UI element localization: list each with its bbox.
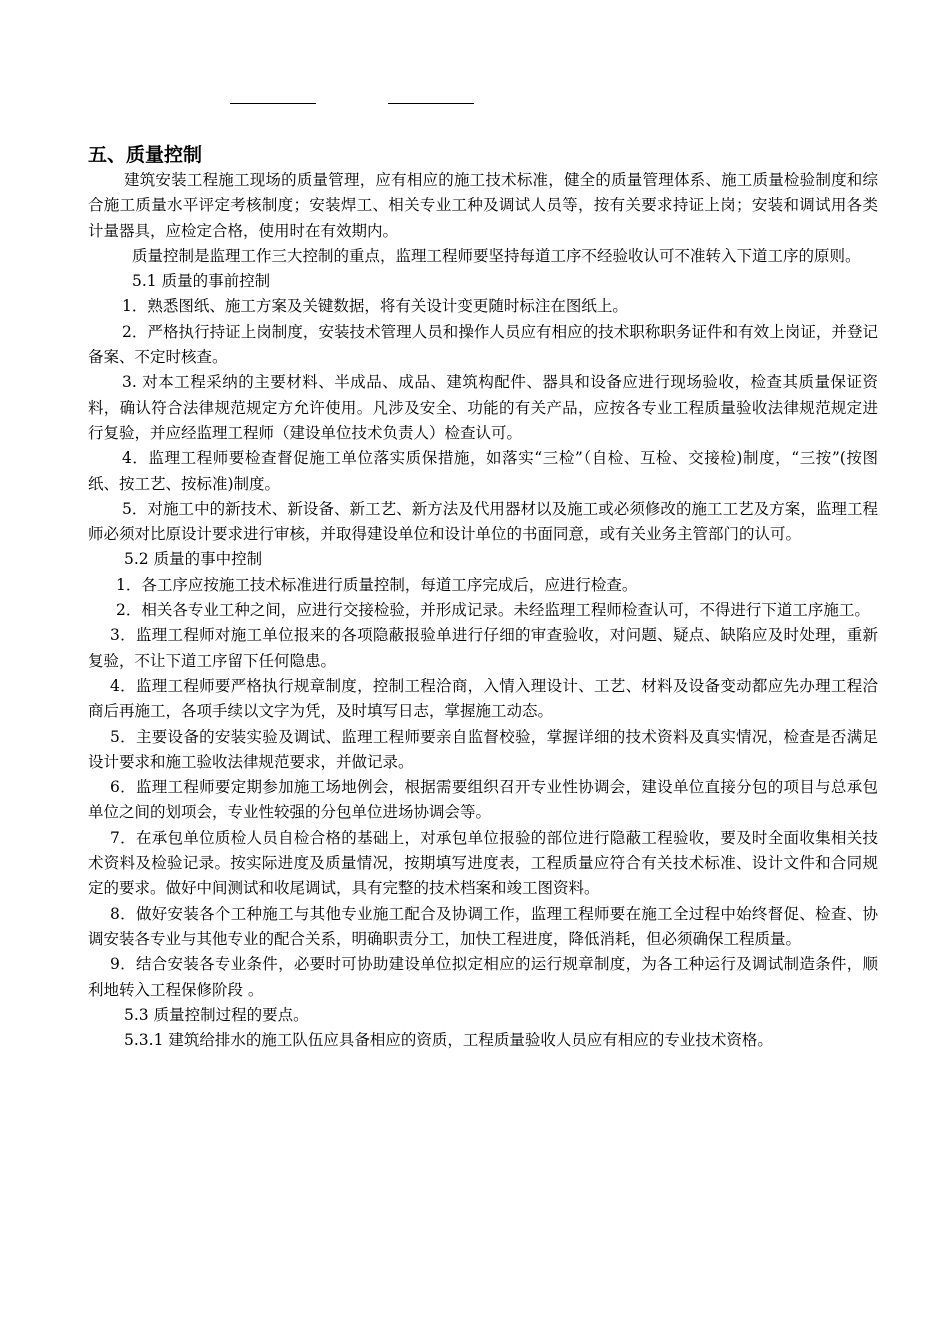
list-item: 5.3.1 建筑给排水的施工队伍应具备相应的资质，工程质量验收人员应有相应的专业技术资格。: [124, 1031, 773, 1050]
paragraph-principle: 质量控制是监理工作三大控制的重点，监理工程师要坚持每道工序不经验收认可不准转入下道工序的原则。: [132, 246, 861, 265]
signature-line-left: [230, 103, 316, 104]
list-item: 6．监理工程师要定期参加施工场地例会，根据需要组织召开专业性协调会，建设单位直接分包的项目与总承包单位之间的划项会，专业性较强的分包单位进场协调会等。: [88, 778, 878, 822]
list-item: 2．严格执行持证上岗制度，安装技术管理人员和操作人员应有相应的技术职称职务证件和有效上岗证，并登记备案、不定时核查。: [88, 322, 878, 367]
list-item: 5．对施工中的新技术、新设备、新工艺、新方法及代用器材以及施工或必须修改的施工工艺及方案，监理工程师必须对比原设计要求进行审核，并取得建设单位和设计单位的书面同意，或有关业务主管部门的认可。: [88, 499, 878, 544]
list-item: 7．在承包单位质检人员自检合格的基础上，对承包单位报验的部位进行隐蔽工程验收，要及时全面收集相关技术资料及检验记录。按实际进度及质量情况，按期填写进度表，工程质量应符合有关技术标准、设计文件和合同规定的要求。做好中间测试和收尾调试，具有完整的技术档案和竣工图资料。: [88, 828, 878, 898]
list-item: 4．监理工程师要严格执行规章制度，控制工程洽商，入情入理设计、工艺、材料及设备变动都应先办理工程洽商后再施工，各项手续以文字为凭，及时填写日志，掌握施工动态。: [88, 676, 878, 721]
list-item: 1．熟悉图纸、施工方案及关键数据，将有关设计变更随时标注在图纸上。: [122, 297, 628, 316]
list-item: 4．监理工程师要检查督促施工单位落实质保措施，如落实“三检”（自检、互检、交接检)制度，“三按”(按图纸、按工艺、按标准)制度。: [88, 449, 878, 493]
section-heading: 五、质量控制: [88, 144, 203, 166]
list-item: 3．监理工程师对施工单位报来的各项隐蔽报验单进行仔细的审查验收，对问题、疑点、缺陷应及时处理，重新复验，不让下道工序留下任何隐患。: [88, 626, 878, 670]
subsection-heading-5-1: 5.1 质量的事前控制: [132, 272, 271, 291]
list-item: 8．做好安装各个工种施工与其他专业施工配合及协调工作，监理工程师要在施工全过程中始终督促、检查、协调安装各专业与其他专业的配合关系，明确职责分工，加快工程进度，降低消耗，但必须确保工程质量。: [88, 904, 878, 948]
paragraph-intro: 建筑安装工程施工现场的质量管理，应有相应的施工技术标准，健全的质量管理体系、施工质量检验制度和综合施工质量水平评定考核制度；安装焊工、相关专业工种及调试人员等，按有关要求持证上岗；安装和调试用各类计量器具，应检定合格，使用时在有效期内。: [88, 171, 878, 240]
list-item: 1．各工序应按施工技术标准进行质量控制，每道工序完成后，应进行检查。: [116, 575, 638, 594]
subsection-heading-5-3: 5.3 质量控制过程的要点。: [124, 1005, 309, 1024]
list-item: 9．结合安装各专业条件，必要时可协助建设单位拟定相应的运行规章制度，为各工种运行及调试制造条件，顺利地转入工程保修阶段 。: [88, 955, 878, 999]
signature-line-right: [388, 103, 474, 104]
list-item: 2．相关各专业工种之间，应进行交接检验，并形成记录。未经监理工程师检查认可，不得进行下道工序施工。: [116, 601, 870, 620]
document-body: [88, 142, 878, 1053]
list-item: 5．主要设备的安装实验及调试、监理工程师要亲自监督校验，掌握详细的技术资料及真实情况，检查是否满足设计要求和施工验收法律规范要求，并做记录。: [88, 727, 878, 771]
list-item: 3. 对本工程采纳的主要材料、半成品、成品、建筑构配件、器具和设备应进行现场验收，检查其质量保证资料，确认符合法律规范规定方允许使用。凡涉及安全、功能的有关产品，应按各专业工程质量验收法律规范规定进行复验，并应经监理工程师（建设单位技术负责人）检查认可。: [88, 373, 878, 442]
subsection-heading-5-2: 5.2 质量的事中控制: [124, 550, 263, 569]
